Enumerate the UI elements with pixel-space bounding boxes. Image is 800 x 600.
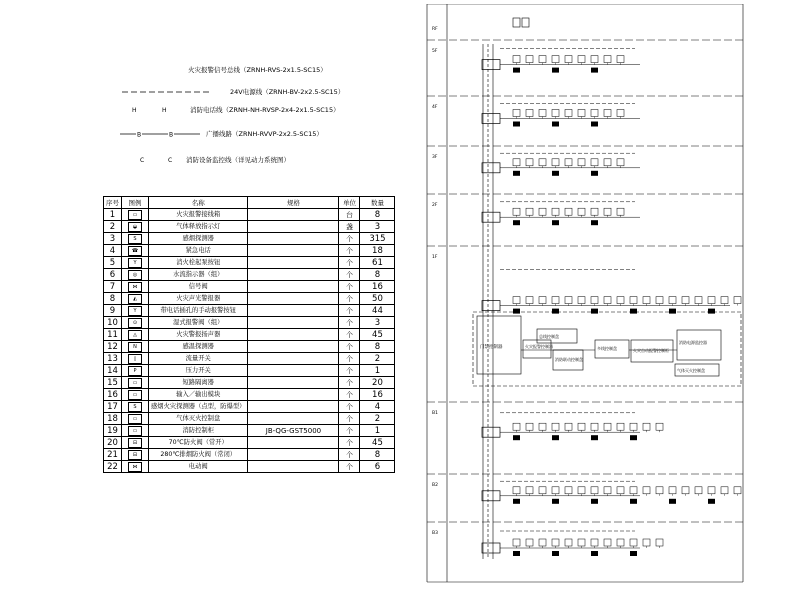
row-name: 火灾声光警报器 — [149, 293, 248, 305]
equipment-table — [103, 196, 395, 473]
symbol-icon: ⋈ — [128, 462, 142, 472]
row-unit: 个 — [339, 233, 360, 245]
table-header-row — [104, 197, 395, 209]
row-qty: 4 — [360, 401, 395, 413]
row-qty: 3 — [360, 221, 395, 233]
row-unit: 个 — [339, 305, 360, 317]
row-number: 6 — [104, 269, 122, 281]
row-spec — [248, 341, 339, 353]
row-number: 4 — [104, 245, 122, 257]
row-qty: 16 — [360, 389, 395, 401]
box-label: 消防电源监控器 — [679, 340, 707, 345]
row-number: 18 — [104, 413, 122, 425]
symbol-icon: Y — [128, 258, 142, 268]
row-icon — [122, 401, 149, 413]
row-name: 消防控制柜 — [149, 425, 248, 437]
row-icon — [122, 365, 149, 377]
row-name: 带电话插孔的手动报警按钮 — [149, 305, 248, 317]
symbol-icon: S — [128, 234, 142, 244]
legend-marker: B — [169, 131, 174, 139]
row-name: 70℃防火阀（常开） — [149, 437, 248, 449]
row-number: 17 — [104, 401, 122, 413]
row-name: 气体释放指示灯 — [149, 221, 248, 233]
row-spec — [248, 221, 339, 233]
table-row — [104, 257, 395, 269]
floor-label: B3 — [432, 531, 438, 536]
header-name: 名称 — [149, 197, 248, 209]
row-spec — [248, 389, 339, 401]
row-icon — [122, 209, 149, 221]
symbol-icon: S — [128, 402, 142, 412]
row-icon — [122, 437, 149, 449]
row-unit: 个 — [339, 317, 360, 329]
legend-marker: C — [168, 157, 173, 164]
row-spec — [248, 437, 339, 449]
floor-label: 1F — [432, 255, 438, 260]
row-name: 火灾警报扬声器 — [149, 329, 248, 341]
row-name: 电动阀 — [149, 461, 248, 473]
legend-item — [120, 86, 350, 98]
header-qty: 数量 — [360, 197, 395, 209]
symbol-icon: ⊟ — [128, 450, 142, 460]
row-spec — [248, 293, 339, 305]
row-spec — [248, 449, 339, 461]
symbol-icon: ◒ — [128, 222, 142, 232]
row-qty: 8 — [360, 449, 395, 461]
row-number: 12 — [104, 341, 122, 353]
row-unit: 个 — [339, 425, 360, 437]
symbol-icon: ⋈ — [128, 282, 142, 292]
row-name: 信号阀 — [149, 281, 248, 293]
row-unit: 个 — [339, 257, 360, 269]
row-unit: 个 — [339, 377, 360, 389]
row-qty: 8 — [360, 341, 395, 353]
row-qty: 1 — [360, 365, 395, 377]
row-qty: 2 — [360, 413, 395, 425]
symbol-icon: Y — [128, 306, 142, 316]
legend-item — [120, 64, 350, 76]
legend-label: 消防设备监控线（详见动力系统图） — [186, 156, 290, 164]
row-number: 14 — [104, 365, 122, 377]
row-name: 火灾报警接线箱 — [149, 209, 248, 221]
table-row — [104, 329, 395, 341]
row-icon — [122, 281, 149, 293]
table-row — [104, 425, 395, 437]
row-icon — [122, 461, 149, 473]
row-qty: 8 — [360, 269, 395, 281]
row-number: 13 — [104, 353, 122, 365]
floor-label: B2 — [432, 483, 438, 488]
box-label: 火灾报警控制器 — [525, 344, 553, 349]
row-number: 7 — [104, 281, 122, 293]
row-name: 感烟探测器 — [149, 233, 248, 245]
row-icon — [122, 293, 149, 305]
row-unit: 个 — [339, 293, 360, 305]
row-spec — [248, 353, 339, 365]
table-row — [104, 293, 395, 305]
row-name: 短路隔离器 — [149, 377, 248, 389]
row-name: 感温探测器 — [149, 341, 248, 353]
symbol-icon: ◬ — [128, 330, 142, 340]
symbol-icon: ◎ — [128, 270, 142, 280]
row-spec — [248, 413, 339, 425]
row-spec — [248, 377, 339, 389]
table-row — [104, 305, 395, 317]
table-row — [104, 281, 395, 293]
box-label: 火灾自动报警控制柜 — [633, 348, 669, 353]
legend-label: 火灾报警信号总线（ZRNH-RVS-2x1.5-SC15） — [188, 66, 327, 74]
symbol-icon: ◭ — [128, 294, 142, 304]
row-qty: 2 — [360, 353, 395, 365]
row-number: 2 — [104, 221, 122, 233]
row-icon — [122, 269, 149, 281]
box-label: 消防联动控制盘 — [555, 357, 583, 362]
fire-alarm-riser-diagram — [425, 4, 775, 586]
row-unit: 个 — [339, 449, 360, 461]
row-number: 22 — [104, 461, 122, 473]
row-icon — [122, 221, 149, 233]
row-spec — [248, 245, 339, 257]
legend-marker: B — [137, 131, 142, 139]
row-number: 20 — [104, 437, 122, 449]
row-qty: 44 — [360, 305, 395, 317]
row-number: 15 — [104, 377, 122, 389]
row-spec — [248, 365, 339, 377]
row-spec — [248, 209, 339, 221]
symbol-icon: ▭ — [128, 210, 142, 220]
table-row — [104, 353, 395, 365]
row-name: 输入／输出模块 — [149, 389, 248, 401]
row-number: 19 — [104, 425, 122, 437]
box-label: 多线控制盘 — [597, 346, 617, 351]
row-qty: 18 — [360, 245, 395, 257]
symbol-icon: ▭ — [128, 426, 142, 436]
row-number: 1 — [104, 209, 122, 221]
legend-label: 24V电源线（ZRNH-BV-2x2.5-SC15） — [230, 88, 345, 96]
row-number: 3 — [104, 233, 122, 245]
row-unit: 盏 — [339, 221, 360, 233]
row-qty: 8 — [360, 209, 395, 221]
row-spec — [248, 317, 339, 329]
row-spec — [248, 233, 339, 245]
row-icon — [122, 413, 149, 425]
legend-item — [120, 128, 350, 140]
legend-marker: H — [132, 107, 137, 114]
table-row — [104, 233, 395, 245]
row-icon — [122, 317, 149, 329]
row-qty: 50 — [360, 293, 395, 305]
floor-label: 4F — [432, 105, 438, 110]
row-spec — [248, 305, 339, 317]
table-row — [104, 461, 395, 473]
row-unit: 个 — [339, 353, 360, 365]
table-row — [104, 317, 395, 329]
floor-label: RF — [432, 27, 438, 32]
symbol-icon: ▭ — [128, 414, 142, 424]
table-row — [104, 269, 395, 281]
row-icon — [122, 257, 149, 269]
row-spec — [248, 281, 339, 293]
symbol-icon: N — [128, 342, 142, 352]
table-row — [104, 221, 395, 233]
row-name: 感烟火灾探测器（点型，防爆型） — [149, 401, 248, 413]
row-spec — [248, 461, 339, 473]
legend-item — [120, 154, 350, 166]
panel-label: 门禁控制器 — [480, 345, 503, 350]
header-no: 序号 — [104, 197, 122, 209]
row-icon — [122, 341, 149, 353]
row-unit: 个 — [339, 245, 360, 257]
row-name: 消火栓起泵按钮 — [149, 257, 248, 269]
row-number: 16 — [104, 389, 122, 401]
row-icon — [122, 305, 149, 317]
row-number: 5 — [104, 257, 122, 269]
row-icon — [122, 353, 149, 365]
table-row — [104, 245, 395, 257]
row-unit: 台 — [339, 209, 360, 221]
symbol-icon: ⊟ — [128, 438, 142, 448]
legend-item — [120, 104, 350, 116]
table-row — [104, 377, 395, 389]
table-row — [104, 341, 395, 353]
symbol-icon: ▭ — [128, 390, 142, 400]
row-qty: 6 — [360, 461, 395, 473]
table-row — [104, 209, 395, 221]
row-unit: 个 — [339, 281, 360, 293]
row-qty: 315 — [360, 233, 395, 245]
row-number: 10 — [104, 317, 122, 329]
box-label: 总线控制盘 — [539, 334, 559, 339]
table-row — [104, 401, 395, 413]
row-unit: 个 — [339, 461, 360, 473]
row-icon — [122, 329, 149, 341]
row-unit: 个 — [339, 437, 360, 449]
symbol-icon: ☎ — [128, 246, 142, 256]
row-name: 流量开关 — [149, 353, 248, 365]
legend-label: 广播线路（ZRNH-RVVP-2x2.5-SC15） — [206, 130, 323, 138]
table-row — [104, 449, 395, 461]
row-spec — [248, 401, 339, 413]
row-spec — [248, 269, 339, 281]
row-name: 紧急电话 — [149, 245, 248, 257]
row-qty: 61 — [360, 257, 395, 269]
row-number: 21 — [104, 449, 122, 461]
box-label: 气体灭火控制盘 — [677, 368, 705, 373]
row-unit: 个 — [339, 341, 360, 353]
table-row — [104, 389, 395, 401]
row-qty: 16 — [360, 281, 395, 293]
row-name: 压力开关 — [149, 365, 248, 377]
legend-marker: H — [162, 107, 167, 114]
row-icon — [122, 233, 149, 245]
row-name: 280℃排烟防火阀（常闭） — [149, 449, 248, 461]
row-unit: 个 — [339, 389, 360, 401]
floor-label: 3F — [432, 155, 438, 160]
row-qty: 45 — [360, 437, 395, 449]
row-unit: 个 — [339, 413, 360, 425]
table-row — [104, 365, 395, 377]
row-icon — [122, 389, 149, 401]
table-row — [104, 437, 395, 449]
row-number: 8 — [104, 293, 122, 305]
control-room — [473, 312, 741, 386]
legend-marker: C — [140, 157, 145, 164]
row-unit: 个 — [339, 269, 360, 281]
floor-label: 5F — [432, 49, 438, 54]
legend-label: 消防电话线（ZRNH-NH-RVSP-2x4-2x1.5-SC15） — [190, 106, 340, 114]
symbol-icon: ⊙ — [128, 318, 142, 328]
header-spec: 规格 — [248, 197, 339, 209]
row-spec — [248, 329, 339, 341]
row-number: 9 — [104, 305, 122, 317]
row-qty: 3 — [360, 317, 395, 329]
row-name: 湿式报警阀（组） — [149, 317, 248, 329]
row-icon — [122, 245, 149, 257]
row-unit: 个 — [339, 365, 360, 377]
symbol-icon: ▭ — [128, 378, 142, 388]
symbol-icon: ▯ — [128, 354, 142, 364]
table-row — [104, 413, 395, 425]
header-unit: 单位 — [339, 197, 360, 209]
row-spec: JB-QG-GST5000 — [248, 425, 339, 437]
row-icon — [122, 377, 149, 389]
row-icon — [122, 425, 149, 437]
row-icon — [122, 449, 149, 461]
row-spec — [248, 257, 339, 269]
row-name: 气体灭火控制盘 — [149, 413, 248, 425]
row-name: 水流指示器（组） — [149, 269, 248, 281]
row-qty: 45 — [360, 329, 395, 341]
row-unit: 个 — [339, 401, 360, 413]
row-unit: 个 — [339, 329, 360, 341]
symbol-icon: P — [128, 366, 142, 376]
floor-label: B1 — [432, 411, 438, 416]
header-icon: 图例 — [122, 197, 149, 209]
floor-label: 2F — [432, 203, 438, 208]
row-qty: 20 — [360, 377, 395, 389]
row-qty: 1 — [360, 425, 395, 437]
row-number: 11 — [104, 329, 122, 341]
